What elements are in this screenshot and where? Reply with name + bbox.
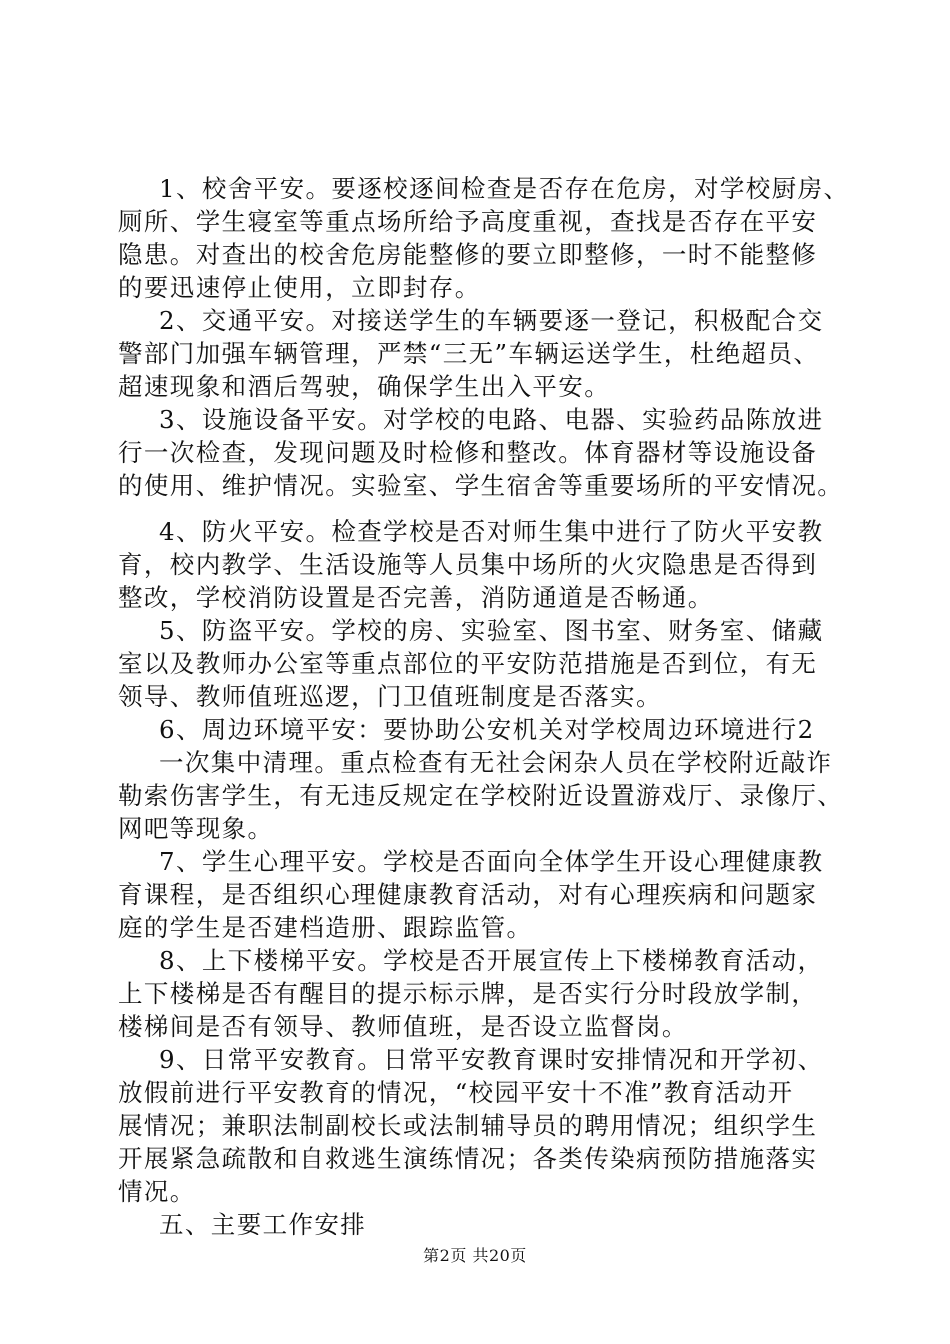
paragraph [118,845,858,944]
text-line: 厕所、学生寝室等重点场所给予高度重视，查找是否存在平安 [118,207,818,236]
paragraph [118,1043,858,1208]
text-line: 2、交通平安。对接送学生的车辆要逐一登记，积极配合交 [159,306,824,335]
text-line: 警部门加强车辆管理，严禁“三无”车辆运送学生，杜绝超员、 [118,339,820,368]
text-line: 的要迅速停止使用，立即封存。 [118,273,481,302]
paragraph [118,614,858,713]
text-line: 行一次检查，发现问题及时检修和整改。体育器材等设施设备 [118,438,818,467]
paragraph [118,1208,858,1241]
text-line: 7、学生心理平安。学校是否面向全体学生开设心理健康教 [159,847,824,876]
page-footer: 第2页 共20页 [423,1246,527,1265]
text-line: 3、设施设备平安。对学校的电路、电器、实验药品陈放进 [159,405,824,434]
text-line: 展情况；兼职法制副校长或法制辅导员的聘用情况；组织学生 [118,1111,818,1140]
paragraph [118,515,858,614]
text-line: 室以及教师办公室等重点部位的平安防范措施是否到位，有无 [118,649,818,678]
text-line: 5、防盗平安。学校的房、实验室、图书室、财务室、储藏 [159,616,824,645]
text-line: 放假前进行平安教育的情况，“校园平安十不准”教育活动开 [118,1078,794,1107]
text-line: 隐患。对查出的校舍危房能整修的要立即整修，一时不能整修 [118,240,818,269]
text-line: 上下楼梯是否有醒目的提示标示牌，是否实行分时段放学制， [118,979,818,1008]
text-line: 一次集中清理。重点检查有无社会闲杂人员在学校附近敲诈 [159,748,833,777]
text-line: 超速现象和酒后驾驶，确保学生出入平安。 [118,372,611,401]
text-line: 领导、教师值班巡逻，门卫值班制度是否落实。 [118,682,662,711]
document-body [118,172,858,1241]
text-line: 育课程，是否组织心理健康教育活动，对有心理疾病和问题家 [118,880,818,909]
text-line: 庭的学生是否建档造册、跟踪监管。 [118,913,533,942]
paragraph [118,172,858,304]
text-line: 育，校内教学、生活设施等人员集中场所的火灾隐患是否得到 [118,550,818,579]
paragraph [118,713,858,746]
text-line: 网吧等现象。 [118,814,274,843]
text-line: 的使用、维护情况。实验室、学生宿舍等重要场所的平安情况。 [118,471,844,500]
text-line: 整改，学校消防设置是否完善，消防通道是否畅通。 [118,583,714,612]
text-line: 楼梯间是否有领导、教师值班，是否设立监督岗。 [118,1012,688,1041]
text-line: 勒索伤害学生，有无违反规定在学校附近设置游戏厅、录像厅、 [118,781,844,810]
text-line: 开展紧急疏散和自救逃生演练情况；各类传染病预防措施落实 [118,1144,818,1173]
text-line: 1、校舍平安。要逐校逐间检查是否存在危房，对学校厨房、 [159,174,850,203]
text-line: 8、上下楼梯平安。学校是否开展宣传上下楼梯教育活动， [159,946,824,975]
paragraph [118,746,858,845]
text-line: 6、周边环境平安：要协助公安机关对学校周边环境进行2 [159,715,815,744]
text-line: 4、防火平安。检查学校是否对师生集中进行了防火平安教 [159,517,824,546]
text-line: 五、主要工作安排 [159,1210,367,1239]
text-line: 9、日常平安教育。日常平安教育课时安排情况和开学初、 [159,1045,824,1074]
paragraph [118,304,858,403]
paragraph [118,944,858,1043]
paragraph [118,403,858,502]
text-line: 情况。 [118,1177,196,1206]
